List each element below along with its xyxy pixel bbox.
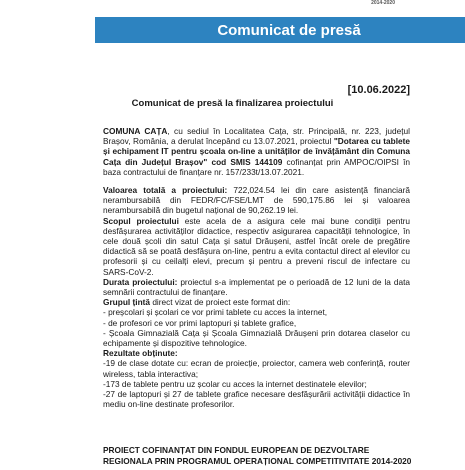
- target-group: Grupul țintă direct vizat de proiect este format din:: [103, 297, 291, 308]
- project-duration: Durata proiectului: proiectul s-a implementat pe o perioadă de 12 luni de la data semnării contractului de finanțare.: [103, 276, 410, 298]
- organization-name: COMUNA CAȚA: [103, 126, 168, 136]
- header-program-years: 2014-2020: [371, 0, 395, 6]
- result-item: -27 de laptopuri și 27 de tablete grafice necesare desfășurării activității didactice în mediu on-line destinate profesorilor.: [103, 389, 410, 410]
- target-group-item: - preșcolari și școlari ce vor primi tablete cu acces la internet,: [103, 307, 328, 318]
- banner-title: Comunicat de presă: [217, 21, 361, 39]
- document-body: [103, 126, 410, 409]
- intro-paragraph: COMUNA CAȚA, cu sediul în Localitatea Cața, str. Principală, nr. 223, județul Brașov, România, a derulat începând cu 13.07.2021, proiectul "Dotarea cu tablete și echipament IT pentru școala on-line a unităților de învățământ din Comuna Cața din Județul Brașov" cod SMIS 144109 cofinanțat prin AMPOC/OIPSI în baza contractului de finanțare nr. 157/233t/13.07.2021.: [103, 126, 411, 177]
- result-item: -173 de tablete pentru uz școlar cu acces la internet destinatele elevilor;: [103, 378, 367, 389]
- target-group-item: - de profesori ce vor primi laptopuri și tablete grafice,: [103, 317, 297, 328]
- project-value: Valoarea totală a proiectului: 722,024.54 lei din care asistență financiară nerambursabilă din FEDR/FC/FSE/LMT de 590,175.86 lei și valoarea nerambursabilă din bugetul național de 90,262.19 lei.: [103, 185, 410, 216]
- cofinancing-footer: PROIECT COFINANȚAT DIN FONDUL EUROPEAN DE DEZVOLTARE REGIONALA PRIN PROGRAMUL OPERAȚIONAL COMPETITIVITATE 2014-2020: [103, 445, 412, 466]
- result-item: -19 de clase dotate cu: ecran de proiecție, proiector, camera web conferință, router wireless, tabla interactiva;: [103, 358, 410, 379]
- results-heading: Rezultate obținute:: [103, 348, 178, 359]
- project-name: "Dotarea cu tablete și echipament IT pentru școala on-line a unităților de învățământ din Comuna Cața din Județul Brașov" cod SMIS 144109: [103, 136, 410, 167]
- document-title: Comunicat de presă la finalizarea proiectului: [131, 98, 334, 109]
- release-date: [10.06.2022]: [347, 84, 410, 96]
- target-group-item: - Școala Gimnazială Cața și Școala Gimnazială Drăușeni prin dotarea claselor cu echipamente și dispozitive tehnologice.: [103, 327, 410, 349]
- project-scope: Scopul proiectului este acela de a asigura cele mai bune condiții pentru desfășurarea activităților didactice, respectiv asigurarea capacității tehnologice, în cele două școli din satul Cața și satul Drăușeni, astfel încât orele de pregătire didactică să se poată desfășura on-line, pentru a evita contactul direct al elevilor cu profesorii și cu ceilalți elevi, precum și pentru a preveni riscul de infectare cu SARS-CoV-2.: [103, 215, 410, 277]
- press-release-banner: [95, 17, 465, 43]
